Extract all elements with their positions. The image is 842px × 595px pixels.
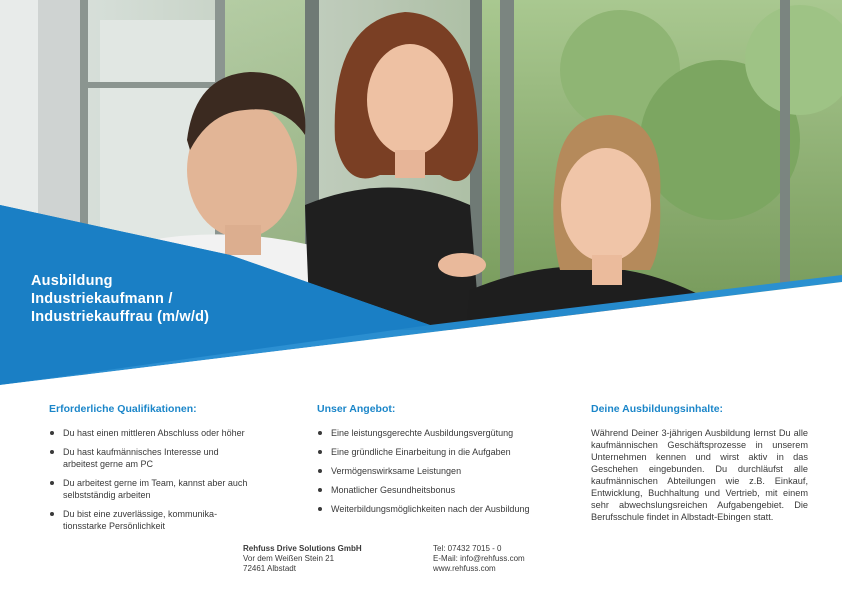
list-item: Eine leistungsgerechte Ausbildungsvergütung	[317, 427, 547, 439]
title-line-1: Ausbildung	[31, 273, 113, 289]
qualifications-section	[49, 403, 249, 539]
job-title	[31, 272, 331, 326]
list-item: Vermögenswirksame Leistungen	[317, 465, 547, 477]
footer-contact	[433, 544, 525, 574]
contents-heading: Deine Ausbildungsinhalte:	[591, 403, 724, 415]
qualifications-list	[49, 427, 249, 532]
list-item: Du bist eine zuverlässige, kommunika-tionsstarke Persönlichkeit	[49, 508, 249, 532]
offer-section	[317, 403, 547, 522]
contents-section	[591, 403, 808, 523]
title-line-2: Industriekaufmann /	[31, 291, 173, 307]
company-city: 72461 Albstadt	[243, 564, 296, 573]
title-line-3: Industriekauffrau (m/w/d)	[31, 309, 210, 325]
list-item: Du arbeitest gerne im Team, kannst aber auch selbstständig arbeiten	[49, 477, 249, 501]
list-item: Weiterbildungsmöglichkeiten nach der Ausbildung	[317, 503, 547, 515]
list-item: Du hast kaufmännisches Interesse und arbeitest gerne am PC	[49, 446, 249, 470]
list-item: Eine gründliche Einarbeitung in die Aufgaben	[317, 446, 547, 458]
contents-text: Während Deiner 3-jährigen Ausbildung lernst Du alle kaufmännischen Geschäftsprozesse in unserem Unternehmen kennen und wirst aktiv in das Geschehen eingebunden. Du durchläufst alle kaufmännischen Abteilungen wie z.B. Einkauf, Entwicklung, Buchhaltung und Vertrieb, mit einem sehr abwechslungsreichen Aufgabengebiet. Die Berufsschule findet in Albstadt-Ebingen statt.	[591, 428, 808, 522]
company-website[interactable]: www.rehfuss.com	[433, 564, 496, 573]
list-item: Du hast einen mittleren Abschluss oder höher	[49, 427, 249, 439]
company-email[interactable]: E-Mail: info@rehfuss.com	[433, 554, 525, 563]
offer-heading: Unser Angebot:	[317, 403, 396, 415]
list-item: Monatlicher Gesundheitsbonus	[317, 484, 547, 496]
company-street: Vor dem Weißen Stein 21	[243, 554, 335, 563]
qualifications-heading: Erforderliche Qualifikationen:	[49, 403, 197, 415]
footer-address	[243, 544, 362, 574]
offer-list	[317, 427, 547, 515]
company-phone: Tel: 07432 7015 - 0	[433, 544, 502, 553]
company-name: Rehfuss Drive Solutions GmbH	[243, 544, 362, 553]
